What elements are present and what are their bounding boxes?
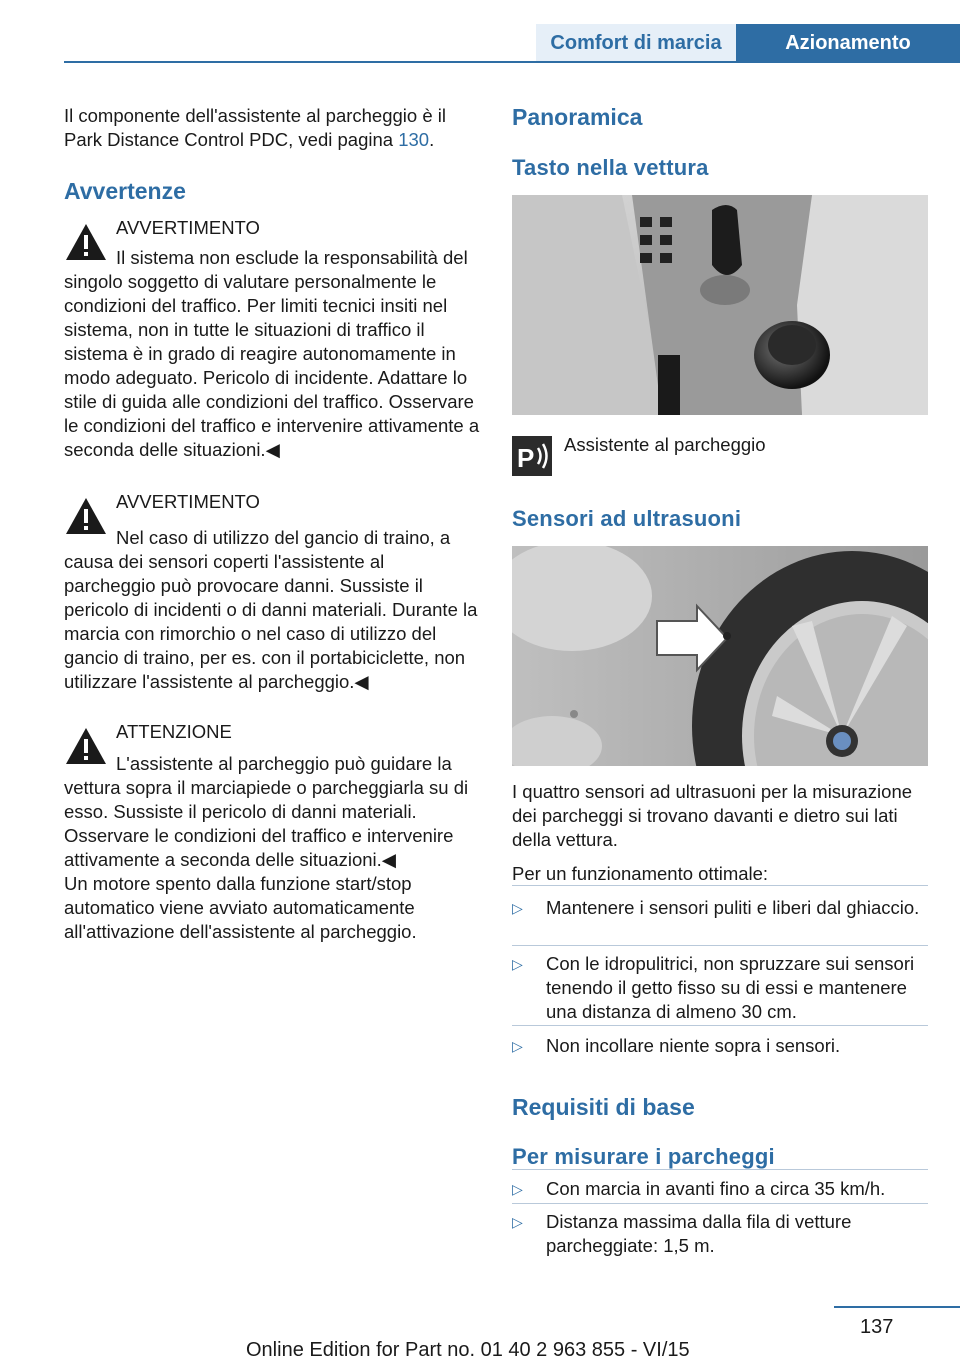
heading-overview: Panoramica <box>512 104 643 130</box>
bullet-arrow-icon: ▷ <box>512 956 523 972</box>
bullet-item: ▷ Mantenere i sensori puliti e liberi dal ghiaccio. <box>512 897 920 918</box>
bullet-separator <box>512 945 928 946</box>
heading-button-in-car: Tasto nella vettura <box>512 155 709 180</box>
closing-paragraph: Un motore spento dalla funzione start/stop automatico viene avviato automaticamente all'attivazione dell'assistente al parcheggio. <box>64 873 417 942</box>
heading-ultrasonic-sensors: Sensori ad ultrasuoni <box>512 506 742 531</box>
parking-assistant-icon <box>512 436 552 476</box>
bullet-item: ▷ Distanza massima dalla fila di vetture parcheggiate: 1,5 m. <box>512 1211 852 1256</box>
warning-3-text: L'assistente al parcheggio può guidare la vettura sopra il marciapiede o parcheggiarla su di esso. Sussiste il pericolo di danni materiali. Osservare le condizioni del traffico e intervenire attivamente a seconda delle situazioni.◀ <box>64 753 469 870</box>
bullet-arrow-icon: ▷ <box>512 900 523 916</box>
page-link[interactable]: 130 <box>398 129 430 150</box>
bullet-separator <box>512 885 928 886</box>
bullet-arrow-icon: ▷ <box>512 1038 523 1054</box>
warning-3-title: ATTENZIONE <box>116 721 232 742</box>
bullet-arrow-icon: ▷ <box>512 1181 523 1197</box>
bullet-item: ▷ Con le idropulitrici, non spruzzare sui sensori tenendo il getto fisso su di essi e mantenere una distanza di almeno 30 cm. <box>512 953 915 1022</box>
svg-text:P: P <box>517 443 535 473</box>
page-number: 137 <box>860 1316 894 1338</box>
bullet-separator <box>512 1169 928 1170</box>
bullet-item: ▷ Con marcia in avanti fino a circa 35 km/h. <box>512 1178 886 1199</box>
bullet-separator <box>512 1025 928 1026</box>
optimal-intro: Per un funzionamento ottimale: <box>512 863 769 884</box>
bullet-item: ▷ Non incollare niente sopra i sensori. <box>512 1035 841 1056</box>
bullet-arrow-icon: ▷ <box>512 1214 523 1230</box>
bullet-separator <box>512 1203 928 1204</box>
button-caption: Assistente al parcheggio <box>564 434 766 455</box>
intro-paragraph: Il componente dell'assistente al parcheggio è il Park Distance Control PDC, vedi pagina 130. <box>64 105 446 150</box>
warning-1-title: AVVERTIMENTO <box>116 217 260 238</box>
header-section-tab: Comfort di marcia <box>536 24 736 62</box>
warning-1-text: Il sistema non esclude la responsabilità del singolo soggetto di valutare personalmente le condizioni del traffico. Per limiti tecnici insiti nel sistema, non in tutte le situazioni di traffico il sistema è in grado di reagire autonomamente in modo adeguato. Pericolo di incidente. Adattare lo stile di guida alle condizioni del traffico. Osservare le condizioni del traffico e intervenire attivamente a seconda delle situazioni.◀ <box>64 247 480 460</box>
header-rule <box>64 61 960 63</box>
footer-rule <box>834 1306 960 1308</box>
header-chapter-tab: Azionamento <box>736 24 960 62</box>
warning-2-title: AVVERTIMENTO <box>116 491 260 512</box>
center-console-photo <box>512 195 928 415</box>
warning-2-text: Nel caso di utilizzo del gancio di traino, a causa dei sensori coperti l'assistente al parcheggio può provocare danni. Sussiste il pericolo di incidenti o di danni materiali. Durante la marcia con rimorchio o nel caso di utilizzo del gancio di traino, per es. con il portabiciclette, non utilizzare l'assistente al parcheggio.◀ <box>64 527 478 692</box>
heading-warnings: Avvertenze <box>64 178 186 204</box>
sensors-description: I quattro sensori ad ultrasuoni per la misurazione dei parcheggi si trovano davanti e dietro sui lati della vettura. <box>512 781 913 850</box>
ultrasonic-sensor-photo <box>512 546 928 766</box>
heading-requirements: Requisiti di base <box>512 1094 695 1120</box>
heading-measure-spaces: Per misurare i parcheggi <box>512 1144 775 1169</box>
footer-edition: Online Edition for Part no. 01 40 2 963 855 - VI/15 <box>246 1339 690 1361</box>
